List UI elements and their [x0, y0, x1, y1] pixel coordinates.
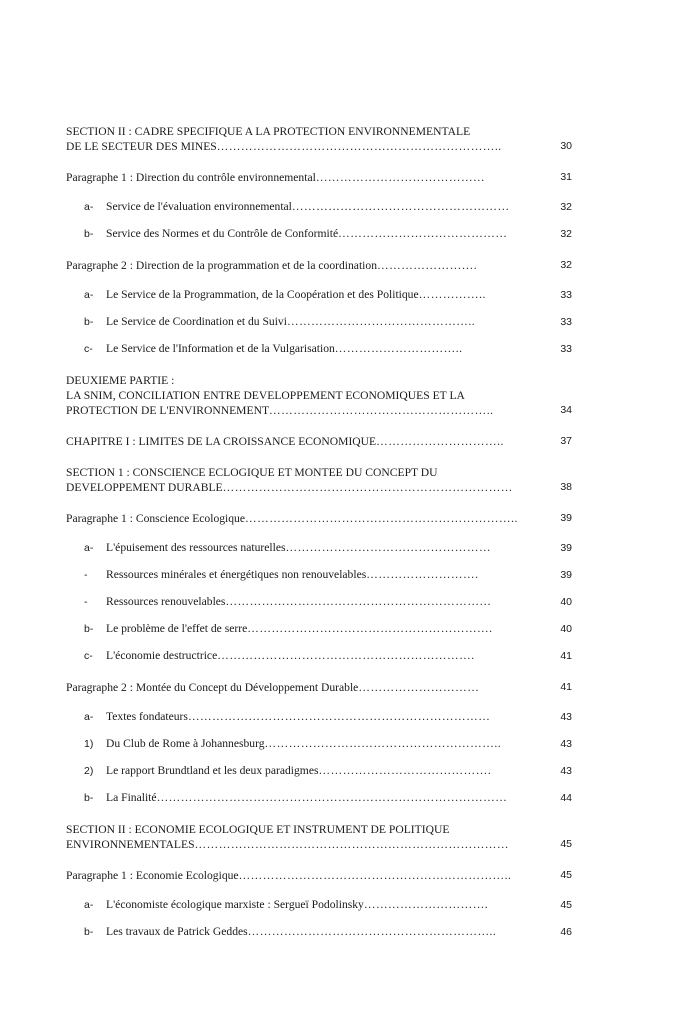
toc-entry [66, 373, 572, 418]
toc-entry-line [66, 680, 530, 695]
toc-spacer [66, 242, 572, 258]
toc-page-number: 43 [560, 711, 572, 723]
toc-entry [84, 314, 572, 330]
toc-entry-line [66, 388, 530, 403]
toc-entry-text: L'économie destructrice [106, 649, 218, 662]
toc-entry-text: SECTION 1 : CONSCIENCE ECLOGIQUE ET MONTEE DU CONCEPT DU [66, 466, 438, 479]
toc-entry-text: Paragraphe 2 : Direction de la programmation et de la coordination [66, 259, 377, 272]
toc-page-number: 45 [560, 838, 572, 850]
toc-entry-line [84, 790, 530, 806]
toc-page-number: 31 [560, 171, 572, 183]
toc-entry-text: Paragraphe 1 : Economie Ecologique [66, 869, 239, 882]
toc-entry-text: DE LE SECTEUR DES MINES [66, 140, 217, 153]
toc-entry-text: Le Service de la Programmation, de la Coopération et des Politique [106, 288, 419, 301]
toc-entry-text: Ressources minérales et énergétiques non renouvelables [106, 568, 367, 581]
toc-page-number: 44 [560, 792, 572, 804]
toc-page-number: 45 [560, 899, 572, 911]
toc-entry-text: Service de l'évaluation environnemental [106, 200, 292, 213]
toc-entry [66, 258, 572, 273]
toc-entry [84, 648, 572, 664]
toc-leader-dots: ………………………………………………….. [264, 737, 502, 750]
toc-entry-line [66, 822, 530, 837]
toc-entry-line [84, 594, 530, 610]
toc-entry-marker: a- [84, 542, 94, 554]
toc-entry-line [66, 837, 530, 852]
toc-entry [84, 226, 572, 242]
toc-entry-marker: b- [84, 926, 94, 938]
toc-leader-dots: …………………………………………… [285, 541, 492, 554]
toc-entry-line [66, 373, 530, 388]
toc-spacer [66, 526, 572, 540]
toc-entry-text: SECTION II : CADRE SPECIFIQUE A LA PROTECTION ENVIRONNEMENTALE [66, 125, 471, 138]
toc-page-number: 39 [560, 542, 572, 554]
toc-leader-dots: ……………………. [377, 259, 478, 272]
toc-leader-dots: ………………………………………………………. [217, 649, 475, 662]
toc-entry-line [84, 540, 530, 556]
toc-spacer [66, 637, 572, 648]
toc-page-number: 39 [560, 512, 572, 524]
toc-entry-marker: c- [84, 650, 93, 662]
toc-entry [84, 790, 572, 806]
toc-entry-line [66, 403, 530, 418]
toc-entry [84, 763, 572, 779]
toc-entry-marker: a- [84, 899, 94, 911]
toc-page-number: 30 [560, 140, 572, 152]
toc-leader-dots: ………………………………………………………….. [245, 512, 518, 525]
toc-spacer [66, 185, 572, 199]
toc-spacer [66, 695, 572, 709]
toc-entry-text: Le Service de Coordination et du Suivi [106, 315, 287, 328]
toc-entry-text: Ressources renouvelables [106, 595, 226, 608]
toc-entry [66, 822, 572, 852]
toc-entry-text: DEUXIEME PARTIE : [66, 374, 175, 387]
toc-entry-text: ENVIRONNEMENTALES [66, 838, 195, 851]
toc-entry-line [84, 287, 530, 303]
toc-leader-dots: …………………………………………………………….. [216, 140, 502, 153]
toc-entry-line [66, 511, 530, 526]
toc-spacer [66, 418, 572, 434]
toc-spacer [66, 154, 572, 170]
toc-entry-line [84, 763, 530, 779]
toc-entry [84, 567, 572, 583]
toc-leader-dots: ………………………… [358, 681, 480, 694]
toc-spacer [66, 215, 572, 226]
toc-page-number: 32 [560, 201, 572, 213]
toc-leader-dots: …………………………………………………….. [247, 925, 497, 938]
toc-leader-dots: ………………………….. [376, 435, 504, 448]
toc-entry-marker: b- [84, 792, 94, 804]
toc-spacer [66, 913, 572, 924]
toc-entry-text: Le problème de l'effet de serre [106, 622, 248, 635]
toc-leader-dots: …………….. [418, 288, 486, 301]
toc-entry-line [66, 465, 530, 480]
toc-entry-line [84, 199, 530, 215]
toc-entry [84, 736, 572, 752]
toc-spacer [66, 779, 572, 790]
table-of-contents [66, 124, 572, 940]
toc-entry-marker: a- [84, 201, 94, 213]
toc-page-number: 41 [560, 681, 572, 693]
toc-entry [84, 897, 572, 913]
toc-entry-text: Le Service de l'Information et de la Vulgarisation [106, 342, 335, 355]
toc-leader-dots: ……………………………………………………. [247, 622, 493, 635]
toc-leader-dots: …………………………………………………………………… [194, 838, 509, 851]
toc-spacer [66, 725, 572, 736]
toc-entry [66, 124, 572, 154]
toc-entry-text: PROTECTION DE L'ENVIRONNEMENT [66, 404, 270, 417]
toc-entry [84, 199, 572, 215]
toc-spacer [66, 806, 572, 822]
toc-spacer [66, 303, 572, 314]
toc-page-number: 43 [560, 738, 572, 750]
toc-leader-dots: …………………………………… [315, 171, 486, 184]
toc-page-number: 41 [560, 650, 572, 662]
toc-entry [66, 868, 572, 883]
toc-spacer [66, 583, 572, 594]
toc-entry-text: Paragraphe 1 : Conscience Ecologique [66, 512, 245, 525]
toc-entry-line [66, 434, 530, 449]
toc-entry-line [66, 258, 530, 273]
toc-entry-line [84, 567, 530, 583]
toc-entry-text: DEVELOPPEMENT DURABLE [66, 481, 223, 494]
toc-entry [84, 621, 572, 637]
toc-leader-dots: ……………………………………………………………… [222, 481, 513, 494]
toc-spacer [66, 357, 572, 373]
toc-entry-marker: c- [84, 343, 93, 355]
toc-entry-line [84, 736, 530, 752]
toc-entry [66, 434, 572, 449]
toc-entry-text: L'épuisement des ressources naturelles [106, 541, 286, 554]
toc-entry-text: LA SNIM, CONCILIATION ENTRE DEVELOPPEMENT ECONOMIQUES ET LA [66, 389, 465, 402]
toc-page-number: 43 [560, 765, 572, 777]
toc-entry-marker: - [84, 569, 88, 581]
toc-leader-dots: ………………………. [366, 568, 479, 581]
toc-leader-dots: ………………………………………………………….. [238, 869, 512, 882]
toc-spacer [66, 330, 572, 341]
toc-page-number: 39 [560, 569, 572, 581]
toc-entry-text: L'économiste écologique marxiste : Sergueï Podolinsky [106, 898, 364, 911]
toc-entry-line [84, 314, 530, 330]
toc-entry [84, 287, 572, 303]
toc-spacer [66, 752, 572, 763]
toc-entry [84, 594, 572, 610]
toc-entry-line [84, 709, 530, 725]
toc-entry-text: SECTION II : ECONOMIE ECOLOGIQUE ET INSTRUMENT DE POLITIQUE [66, 823, 450, 836]
toc-entry-text: Paragraphe 1 : Direction du contrôle environnemental [66, 171, 316, 184]
toc-entry [84, 540, 572, 556]
toc-leader-dots: ………………………………………………………………… [187, 710, 491, 723]
toc-leader-dots: …………………………………… [338, 227, 508, 240]
toc-spacer [66, 664, 572, 680]
toc-entry-marker: b- [84, 623, 94, 635]
toc-entry-line [84, 621, 530, 637]
toc-page-number: 38 [560, 481, 572, 493]
toc-spacer [66, 273, 572, 287]
toc-page-number: 37 [560, 435, 572, 447]
toc-page-number: 34 [560, 404, 572, 416]
toc-entry-marker: a- [84, 289, 94, 301]
toc-spacer [66, 852, 572, 868]
toc-spacer [66, 449, 572, 465]
toc-entry-line [66, 480, 530, 495]
toc-leader-dots: ……………………………………………… [291, 200, 510, 213]
toc-leader-dots: ……………………………………….. [286, 315, 476, 328]
toc-leader-dots: ………………………………………………………… [225, 595, 492, 608]
toc-entry-text: Textes fondateurs [106, 710, 188, 723]
toc-entry-line [84, 897, 530, 913]
toc-entry [84, 341, 572, 357]
toc-leader-dots: ……………………………………. [318, 764, 492, 777]
toc-entry-text: La Finalité [106, 791, 157, 804]
toc-page-number: 32 [560, 228, 572, 240]
toc-entry-line [66, 868, 530, 883]
toc-entry-text: Les travaux de Patrick Geddes [106, 925, 248, 938]
toc-page-number: 40 [560, 623, 572, 635]
toc-entry-line [66, 139, 530, 154]
toc-entry-line [66, 124, 530, 139]
toc-entry-marker: b- [84, 228, 94, 240]
toc-spacer [66, 610, 572, 621]
toc-page-number: 33 [560, 316, 572, 328]
toc-entry [84, 924, 572, 940]
toc-page-number: 32 [560, 259, 572, 271]
toc-entry [66, 465, 572, 495]
toc-entry-line [84, 341, 530, 357]
toc-entry-text: Service des Normes et du Contrôle de Conformité [106, 227, 339, 240]
toc-entry-marker: - [84, 596, 88, 608]
toc-page-number: 40 [560, 596, 572, 608]
toc-spacer [66, 495, 572, 511]
toc-entry-line [84, 226, 530, 242]
toc-leader-dots: ……………………………………………….. [269, 404, 494, 417]
toc-leader-dots: …………………………. [363, 898, 489, 911]
toc-spacer [66, 883, 572, 897]
toc-entry-marker: 2) [84, 765, 94, 777]
toc-entry-line [66, 170, 530, 185]
toc-page-number: 45 [560, 869, 572, 881]
toc-page-number: 46 [560, 926, 572, 938]
toc-entry-line [84, 924, 530, 940]
toc-entry-marker: 1) [84, 738, 94, 750]
toc-entry-text: Le rapport Brundtland et les deux paradigmes [106, 764, 319, 777]
toc-spacer [66, 556, 572, 567]
toc-leader-dots: ………………………….. [334, 342, 463, 355]
toc-page-number: 33 [560, 343, 572, 355]
toc-entry [66, 170, 572, 185]
toc-entry-line [84, 648, 530, 664]
toc-entry-text: CHAPITRE I : LIMITES DE LA CROISSANCE ECONOMIQUE [66, 435, 377, 448]
toc-entry [84, 709, 572, 725]
toc-leader-dots: …………………………………………………………………………… [156, 791, 508, 804]
toc-entry-text: Du Club de Rome à Johannesburg [106, 737, 265, 750]
toc-entry-marker: b- [84, 316, 94, 328]
toc-entry-marker: a- [84, 711, 94, 723]
toc-entry-text: Paragraphe 2 : Montée du Concept du Développement Durable [66, 681, 359, 694]
toc-entry [66, 680, 572, 695]
toc-entry [66, 511, 572, 526]
toc-page-number: 33 [560, 289, 572, 301]
